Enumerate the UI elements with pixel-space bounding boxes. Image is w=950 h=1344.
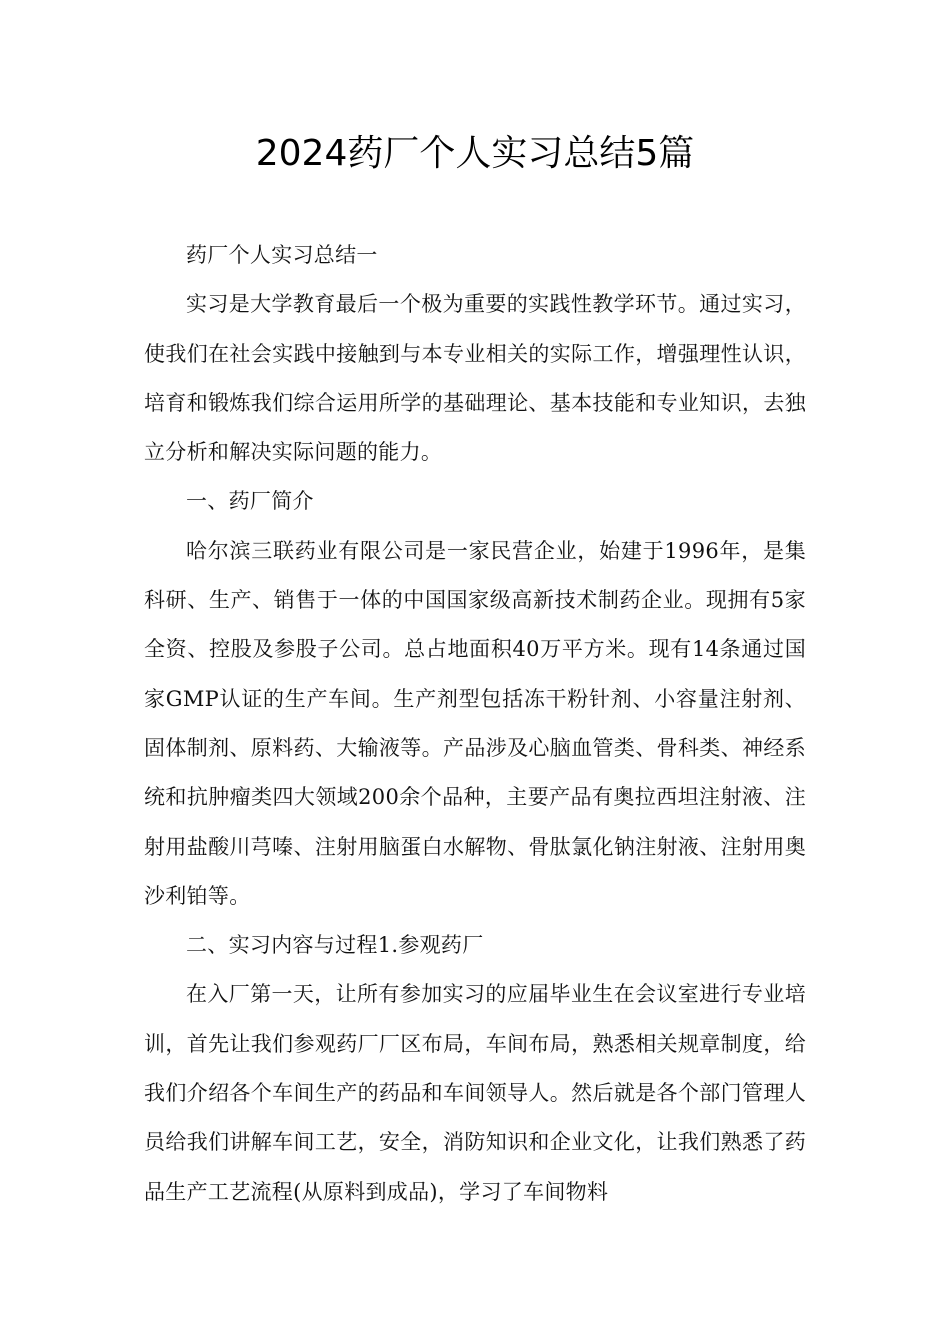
paragraph-intro: 实习是大学教育最后一个极为重要的实践性教学环节。通过实习，使我们在社会实践中接触到与本专业相关的实际工作，增强理性认识，培育和锻炼我们综合运用所学的基础理论、基本技能和专业知识，去独立分析和解决实际问题的能力。 — [144, 292, 806, 465]
section-heading-summary-one: 药厂个人实习总结一 — [186, 243, 378, 267]
paragraph-factory-intro: 哈尔滨三联药业有限公司是一家民营企业，始建于1996年，是集科研、生产、销售于一体的中国国家级高新技术制药企业。现拥有5家全资、控股及参股子公司。总占地面积40万平方米。现有14条通过国家GMP认证的生产车间。生产剂型包括冻干粉针剂、小容量注射剂、固体制剂、原料药、大输液等。产品涉及心脑血管类、骨科类、神经系统和抗肿瘤类四大领域200余个品种，主要产品有奥拉西坦注射液、注射用盐酸川芎嗪、注射用脑蛋白水解物、骨肽氯化钠注射液、注射用奥沙利铂等。 — [144, 538, 806, 908]
section-heading-factory-intro: 一、药厂简介 — [186, 489, 314, 514]
section-heading-internship-content: 二、实习内容与过程1.参观药厂 — [186, 933, 484, 958]
document-title: 2024药厂个人实习总结5篇 — [255, 133, 695, 174]
document-body — [144, 231, 806, 1217]
paragraph-internship-content: 在入厂第一天，让所有参加实习的应届毕业生在会议室进行专业培训，首先让我们参观药厂厂区布局，车间布局，熟悉相关规章制度，给我们介绍各个车间生产的药品和车间领导人。然后就是各个部门管理人员给我们讲解车间工艺，安全，消防知识和企业文化，让我们熟悉了药品生产工艺流程(从原料到成品)，学习了车间物料 — [144, 982, 806, 1204]
